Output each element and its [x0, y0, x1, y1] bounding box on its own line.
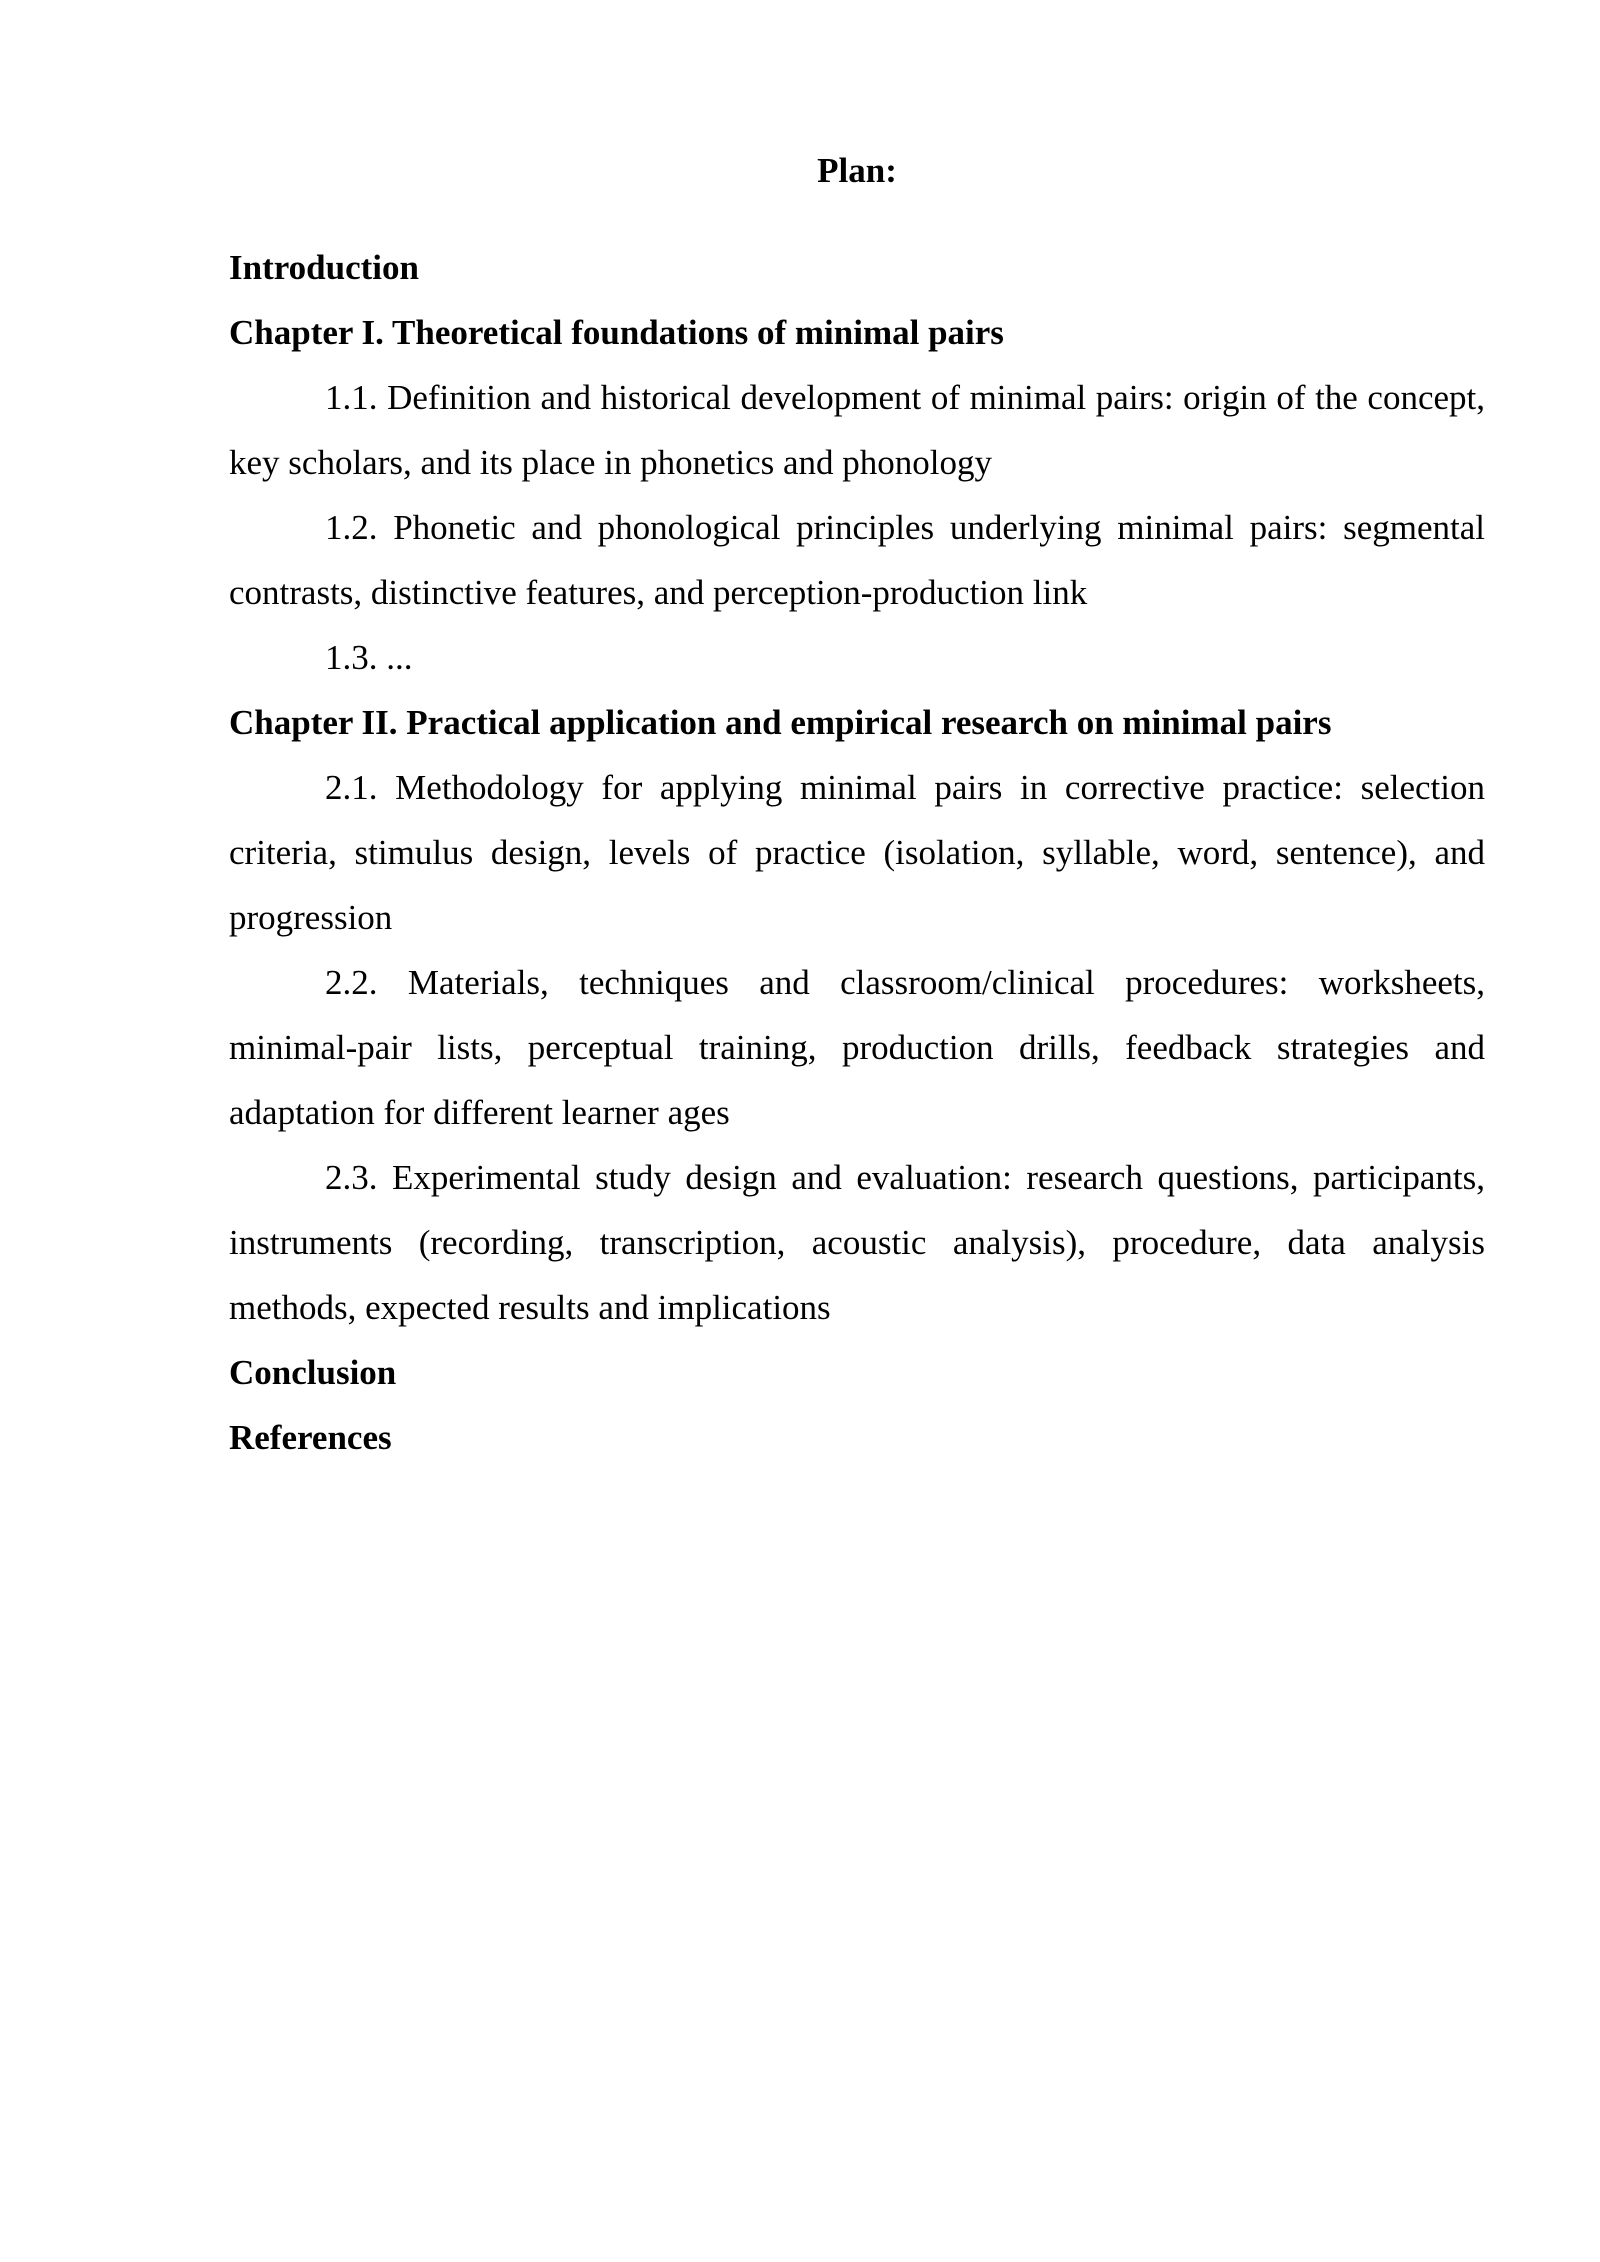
document-page	[229, 138, 1485, 1470]
conclusion-heading: Conclusion	[229, 1353, 397, 1392]
section-2-3: 2.3. Experimental study design and evaluation: research questions, participants, instruments (recording, transcription, acoustic analysis), procedure, data analysis methods, expected results and implications	[229, 1158, 1485, 1327]
section-1-2: 1.2. Phonetic and phonological principles underlying minimal pairs: segmental contrasts, distinctive features, and perception-production link	[229, 508, 1485, 612]
chapter-1-heading: Chapter I. Theoretical foundations of minimal pairs	[229, 313, 1004, 352]
section-2-2: 2.2. Materials, techniques and classroom/clinical procedures: worksheets, minimal-pair lists, perceptual training, production drills, feedback strategies and adaptation for different learner ages	[229, 963, 1485, 1132]
section-2-1: 2.1. Methodology for applying minimal pairs in corrective practice: selection criteria, stimulus design, levels of practice (isolation, syllable, word, sentence), and progression	[229, 768, 1485, 937]
section-1-1: 1.1. Definition and historical development of minimal pairs: origin of the concept, key scholars, and its place in phonetics and phonology	[229, 378, 1485, 482]
page-title: Plan:	[817, 151, 897, 190]
introduction-heading: Introduction	[229, 248, 419, 287]
chapter-2-heading: Chapter II. Practical application and empirical research on minimal pairs	[229, 703, 1332, 742]
references-heading: References	[229, 1418, 392, 1457]
section-1-3: 1.3. ...	[325, 638, 413, 677]
